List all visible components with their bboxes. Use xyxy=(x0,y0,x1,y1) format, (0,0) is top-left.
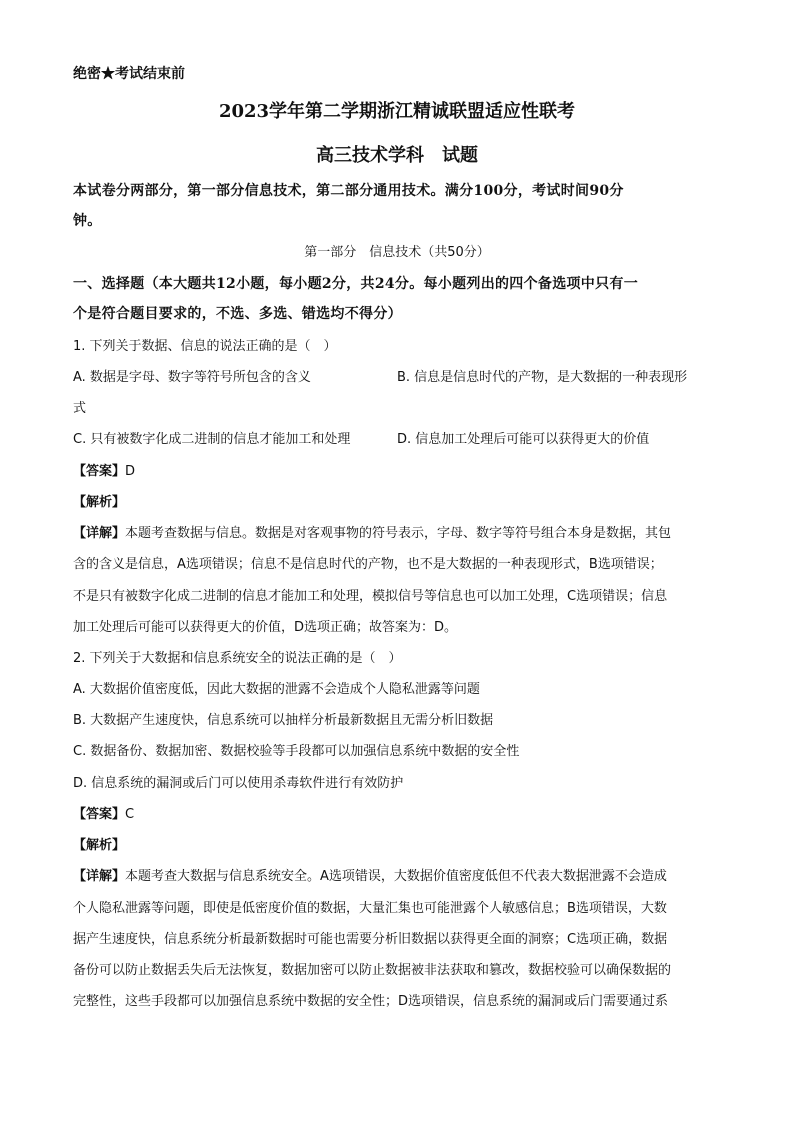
answer-tag: 【答案】 xyxy=(73,807,126,822)
q1-option-b-cont: 式 xyxy=(73,401,87,416)
q1-option-c: C. 只有被数字化成二进制的信息才能加工和处理 xyxy=(73,432,351,447)
q1-option-a: A. 数据是字母、数字等符号所包含的含义 xyxy=(73,370,311,385)
secret-label: 绝密★考试结束前 xyxy=(73,66,185,82)
q2-stem: 2. 下列关于大数据和信息系统安全的说法正确的是（ ） xyxy=(73,651,402,666)
q2-detail-line-5: 完整性，这些手段都可以加强信息系统中数据的安全性；D选项错误，信息系统的漏洞或后门需要通过系 xyxy=(73,994,669,1009)
q2-option-a: A. 大数据价值密度低，因此大数据的泄露不会造成个人隐私泄露等问题 xyxy=(73,682,480,697)
q2-answer-row xyxy=(73,804,721,826)
q1-option-d: D. 信息加工处理后可能可以获得更大的价值 xyxy=(397,432,650,447)
answer-tag: 【答案】 xyxy=(73,464,126,479)
q1-detail-line-4: 加工处理后可能可以获得更大的价值，D选项正确；故答案为：D。 xyxy=(73,620,458,635)
q1-answer: D xyxy=(125,464,136,479)
q1-detail-line-2: 含的含义是信息，A选项错误；信息不是信息时代的产物，也不是大数据的一种表现形式，B选项错误； xyxy=(73,557,663,572)
q1-detail-line-3: 不是只有被数字化成二进制的信息才能加工和处理，模拟信号等信息也可以加工处理，C选项错误；信息 xyxy=(73,589,668,604)
detail-tag: 【详解】 xyxy=(73,526,126,541)
q2-option-c: C. 数据备份、数据加密、数据校验等手段都可以加强信息系统中数据的安全性 xyxy=(73,744,520,759)
q1-option-b: B. 信息是信息时代的产物，是大数据的一种表现形 xyxy=(397,370,688,385)
q2-option-d: D. 信息系统的漏洞或后门可以使用杀毒软件进行有效防护 xyxy=(73,776,404,791)
part1-heading: 第一部分 信息技术（共50分） xyxy=(304,245,490,260)
section1-heading-line-1: 一、选择题（本大题共12小题，每小题2分，共24分。每小题列出的四个备选项中只有一 xyxy=(73,276,639,292)
detail-tag: 【详解】 xyxy=(73,869,126,884)
q1-stem: 1. 下列关于数据、信息的说法正确的是（ ） xyxy=(73,339,337,354)
q1-detail-line-1: 【详解】本题考查数据与信息。数据是对客观事物的符号表示，字母、数字等符号组合本身是数据，其包 xyxy=(73,526,672,541)
q2-detail-line-4: 备份可以防止数据丢失后无法恢复，数据加密可以防止数据被非法获取和篡改，数据校验可以确保数据的 xyxy=(73,963,672,978)
q2-detail-line-3: 据产生速度快，信息系统分析最新数据时可能也需要分析旧数据以获得更全面的洞察；C选项正确，数据 xyxy=(73,932,668,947)
q2-option-b: B. 大数据产生速度快，信息系统可以抽样分析最新数据且无需分析旧数据 xyxy=(73,713,494,728)
intro-line-1: 本试卷分两部分，第一部分信息技术，第二部分通用技术。满分100分，考试时间90分 xyxy=(73,183,624,199)
intro-line-2: 钟。 xyxy=(73,213,102,229)
q1-analysis-tag: 【解析】 xyxy=(73,495,126,510)
q2-detail-line-2: 个人隐私泄露等问题，即使是低密度价值的数据，大量汇集也可能泄露个人敏感信息；B选项错误，大数 xyxy=(73,901,667,916)
section1-heading-line-2: 个是符合题目要求的，不选、多选、错选均不得分） xyxy=(73,306,402,322)
page-subtitle: 高三技术学科 试题 xyxy=(316,145,478,166)
q2-answer: C xyxy=(125,807,135,822)
q2-detail-line-1: 【详解】本题考查大数据与信息系统安全。A选项错误，大数据价值密度低但不代表大数据泄露不会造成 xyxy=(73,869,667,884)
page-title: 2023学年第二学期浙江精诚联盟适应性联考 xyxy=(218,101,576,122)
q1-answer-row xyxy=(73,461,721,483)
q2-analysis-tag: 【解析】 xyxy=(73,838,126,853)
